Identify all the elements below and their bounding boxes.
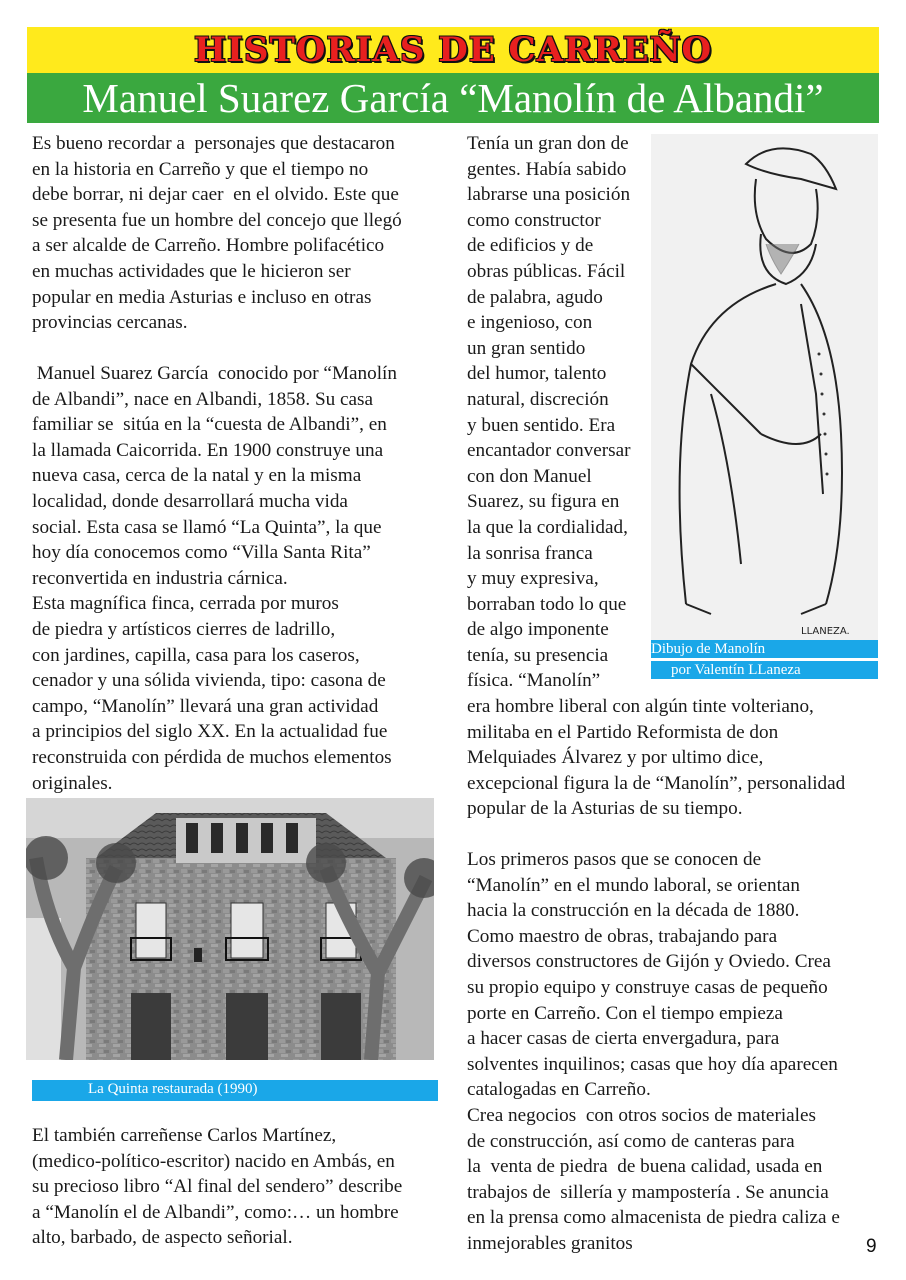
text-line: Esta magnífica finca, cerrada por muros <box>32 593 339 615</box>
text-line: como constructor <box>467 209 601 231</box>
text-line: Suarez, su figura en <box>467 491 620 513</box>
text-line: un gran sentido <box>467 337 586 359</box>
text-line: en la historia en Carreño y que el tiempo no <box>32 158 369 180</box>
text-line: catalogadas en Carreño. <box>467 1079 651 1101</box>
article-title: Manuel Suarez García “Manolín de Albandi” <box>27 73 879 123</box>
text-line: “Manolín” en el mundo laboral, se orientan <box>467 874 801 896</box>
text-line: hacia la construcción en la década de 1880. <box>467 900 800 922</box>
drawing-signature: LLANEZA. <box>801 626 850 637</box>
text-line: localidad, donde desarrollará mucha vida <box>32 490 348 512</box>
house-illustration <box>26 798 434 1060</box>
page-number: 9 <box>866 1236 877 1257</box>
right-career-paragraph <box>467 847 840 1257</box>
left-quote-paragraph <box>32 1123 402 1251</box>
drawing-caption-text-2: por Valentín LLaneza <box>671 662 801 678</box>
text-line: a hacer casas de cierta envergadura, para <box>467 1028 780 1050</box>
text-line: de piedra y artísticos cierres de ladrillo, <box>32 618 336 640</box>
text-line: era hombre liberal con algún tinte volteriano, <box>467 696 814 717</box>
manolin-drawing <box>651 134 878 640</box>
text-line: Como maestro de obras, trabajando para <box>467 925 778 947</box>
text-line: su precioso libro “Al final del sendero” describe <box>32 1176 403 1198</box>
text-line: provincias cercanas. <box>32 312 188 334</box>
right-politics-paragraph <box>467 694 845 822</box>
text-line: a principios del siglo XX. En la actualidad fue <box>32 721 388 743</box>
text-line: reconvertida en industria cárnica. <box>32 567 288 589</box>
text-line: Es bueno recordar a personajes que destacaron <box>32 133 395 154</box>
text-line: la que la cordialidad, <box>467 516 628 538</box>
text-line: campo, “Manolín” llevará una gran actividad <box>32 695 379 717</box>
text-line: encantador conversar <box>467 440 631 462</box>
text-line: de construcción, así como de canteras para <box>467 1130 795 1152</box>
text-line: diversos constructores de Gijón y Oviedo. Crea <box>467 951 831 973</box>
text-line: su propio equipo y construye casas de pequeño <box>467 976 828 998</box>
text-line: e ingenioso, con <box>467 312 593 334</box>
text-line: física. “Manolín” <box>467 670 601 692</box>
text-line: cenador y una sólida vivienda, tipo: casona de <box>32 670 386 692</box>
text-line: de edificios y de <box>467 235 594 257</box>
text-line: Tenía un gran don de <box>467 133 629 154</box>
text-line: de Albandi”, nace en Albandi, 1858. Su casa <box>32 388 374 410</box>
text-line: la sonrisa franca <box>467 542 593 564</box>
text-line: familiar se sitúa en la “cuesta de Albandi”, en <box>32 414 387 436</box>
text-line: Crea negocios con otros socios de materiales <box>467 1104 817 1126</box>
text-line: la llamada Caicorrida. En 1900 construye una <box>32 439 384 461</box>
text-line: se presenta fue un hombre del concejo que llegó <box>32 209 402 231</box>
right-narrow-paragraph <box>467 131 631 694</box>
text-line: social. Esta casa se llamó “La Quinta”, la que <box>32 516 382 538</box>
text-line: hoy día conocemos como “Villa Santa Rita” <box>32 542 371 564</box>
drawing-caption-text-1: Dibujo de Manolín <box>651 641 766 657</box>
text-line: obras públicas. Fácil <box>467 260 626 282</box>
text-line: con don Manuel <box>467 465 592 487</box>
text-line: solventes inquilinos; casas que hoy día aparecen <box>467 1053 838 1075</box>
text-line: porte en Carreño. Con el tiempo empieza <box>467 1002 783 1024</box>
text-line: de algo imponente <box>467 619 609 641</box>
text-line: inmejorables granitos <box>467 1232 633 1254</box>
drawing-caption-line-1 <box>651 640 878 658</box>
photo-caption-text: La Quinta restaurada (1990) <box>88 1081 258 1097</box>
text-line: El también carreñense Carlos Martínez, <box>32 1125 337 1146</box>
text-line: popular de la Asturias de su tiempo. <box>467 798 743 820</box>
text-line: originales. <box>32 772 113 794</box>
text-line: y muy expresiva, <box>467 568 599 590</box>
text-line: militaba en el Partido Reformista de don <box>467 721 779 743</box>
la-quinta-photo <box>26 798 434 1060</box>
text-line: Manuel Suarez García conocido por “Manolín <box>32 363 397 384</box>
text-line: a “Manolín el de Albandi”, como:… un hombre <box>32 1201 399 1223</box>
text-line: Melquiades Álvarez y por ultimo dice, <box>467 747 764 769</box>
section-banner <box>27 27 879 73</box>
text-line: gentes. Había sabido <box>467 158 627 180</box>
text-line: alto, barbado, de aspecto señorial. <box>32 1227 293 1249</box>
text-line: y buen sentido. Era <box>467 414 616 436</box>
text-line: del humor, talento <box>467 363 607 385</box>
section-title: HISTORIAS DE CARREÑO <box>193 30 713 70</box>
text-line: labrarse una posición <box>467 184 631 206</box>
text-line: en la prensa como almacenista de piedra caliza e <box>467 1207 840 1229</box>
text-line: Los primeros pasos que se conocen de <box>467 849 762 870</box>
text-line: la venta de piedra de buena calidad, usada en <box>467 1156 823 1178</box>
drawing-caption-line-2 <box>651 661 878 679</box>
text-line: debe borrar, ni dejar caer en el olvido. Este que <box>32 184 399 206</box>
text-line: excepcional figura la de “Manolín”, personalidad <box>467 772 846 794</box>
text-line: reconstruida con pérdida de muchos elementos <box>32 746 392 768</box>
text-line: borraban todo lo que <box>467 593 627 615</box>
text-line: con jardines, capilla, casa para los caseros, <box>32 644 360 666</box>
text-line: natural, discreción <box>467 388 609 410</box>
text-line: nueva casa, cerca de la natal y en la misma <box>32 465 362 487</box>
photo-caption <box>32 1080 438 1101</box>
text-line: tenía, su presencia <box>467 644 609 666</box>
text-line: trabajos de sillería y mampostería . Se anuncia <box>467 1181 829 1203</box>
text-line: a ser alcalde de Carreño. Hombre polifacético <box>32 235 385 257</box>
left-biography-paragraph <box>32 361 397 796</box>
portrait-sketch <box>651 134 878 640</box>
left-intro-paragraph <box>32 131 402 336</box>
text-line: popular en media Asturias e incluso en otras <box>32 286 372 308</box>
text-line: en muchas actividades que le hicieron ser <box>32 260 351 282</box>
text-line: (medico-político-escritor) nacido en Ambás, en <box>32 1150 395 1172</box>
text-line: de palabra, agudo <box>467 286 603 308</box>
